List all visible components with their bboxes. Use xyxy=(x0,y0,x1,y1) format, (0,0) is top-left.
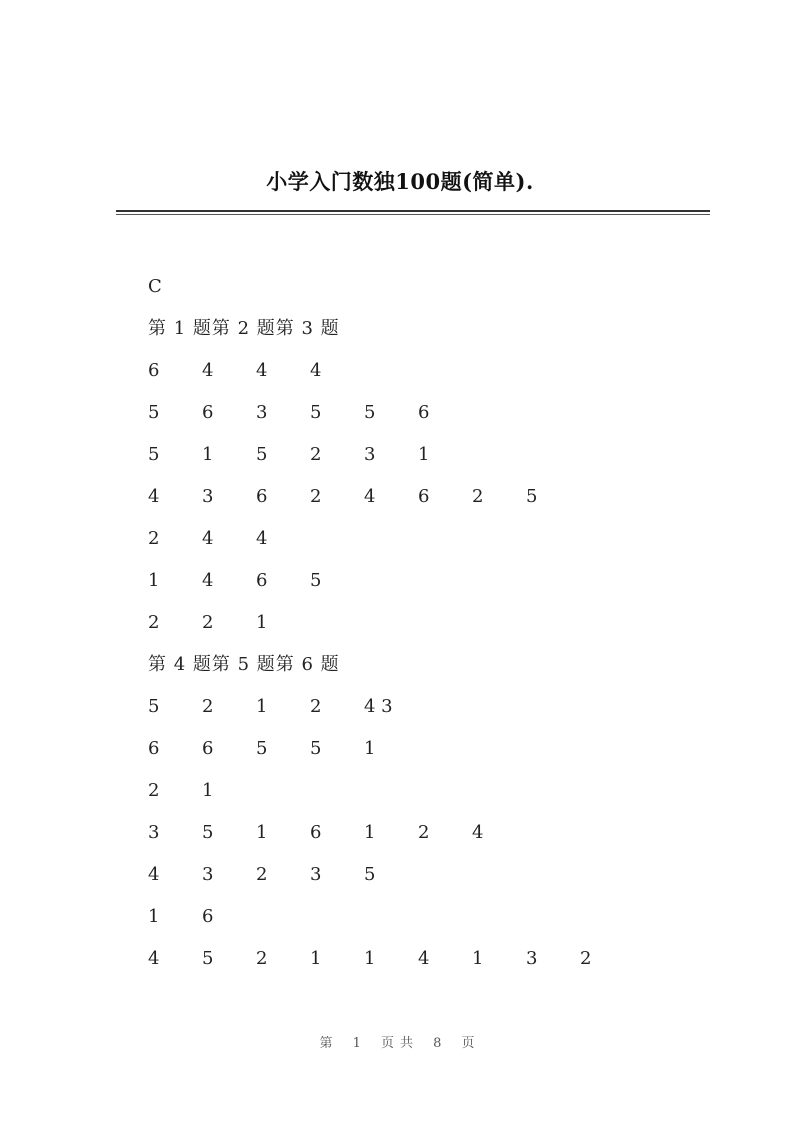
document-body xyxy=(148,266,708,980)
puzzle-group-heading: 第 4 题第 5 题第 6 题 xyxy=(148,654,340,675)
number-cell: 5 xyxy=(148,444,160,465)
number-cell: 1 xyxy=(256,696,268,717)
number-row xyxy=(148,560,708,602)
number-cell: 6 xyxy=(256,570,268,591)
number-cell: 5 xyxy=(148,696,160,717)
number-row xyxy=(148,350,708,392)
number-cell: 2 xyxy=(202,696,214,717)
number-cell: 2 xyxy=(148,612,160,633)
number-row xyxy=(148,770,708,812)
number-cell: 4 xyxy=(148,486,160,507)
number-cell: 4 xyxy=(148,864,160,885)
number-row xyxy=(148,392,708,434)
number-cell: 1 xyxy=(148,906,160,927)
number-cell: 4 xyxy=(148,948,160,969)
number-cell: 2 xyxy=(256,864,268,885)
number-cell: 4 xyxy=(418,948,430,969)
number-cell: 6 xyxy=(418,402,430,423)
number-cell: 5 xyxy=(202,822,214,843)
number-cell: 1 xyxy=(364,948,376,969)
number-cell: 5 xyxy=(148,402,160,423)
number-row xyxy=(148,434,708,476)
number-cell: 6 xyxy=(148,360,160,381)
number-cell: 2 xyxy=(148,780,160,801)
number-cell: 5 xyxy=(256,738,268,759)
page-title: 小学入门数独100题(简单). xyxy=(266,169,534,194)
puzzle-group-heading: 第 1 题第 2 题第 3 题 xyxy=(148,318,340,339)
number-row xyxy=(148,896,708,938)
number-cell: 1 xyxy=(418,444,430,465)
number-cell: 4 xyxy=(202,570,214,591)
number-cell: 3 xyxy=(148,822,160,843)
number-row xyxy=(148,938,708,980)
number-cell: 4 xyxy=(472,822,484,843)
number-row xyxy=(148,812,708,854)
number-cell: 1 xyxy=(364,822,376,843)
number-cell: 4 xyxy=(256,360,268,381)
number-row xyxy=(148,728,708,770)
number-cell: 1 xyxy=(202,444,214,465)
number-cell: 3 xyxy=(310,864,322,885)
number-cell: 1 xyxy=(364,738,376,759)
number-cell: 2 xyxy=(148,528,160,549)
number-cell: 6 xyxy=(202,738,214,759)
number-cell: 6 xyxy=(148,738,160,759)
number-row xyxy=(148,854,708,896)
number-cell: 3 xyxy=(256,402,268,423)
number-cell: 6 xyxy=(310,822,322,843)
number-cell: 1 xyxy=(256,612,268,633)
page-footer: 第 1 页共 8 页 xyxy=(319,1036,481,1051)
number-cell: 2 xyxy=(256,948,268,969)
number-cell: 1 xyxy=(472,948,484,969)
number-cell: 5 xyxy=(310,738,322,759)
number-cell: 5 xyxy=(526,486,538,507)
number-cell: 2 xyxy=(202,612,214,633)
number-cell: 5 xyxy=(310,570,322,591)
number-cell: 5 xyxy=(256,444,268,465)
text-line: C xyxy=(148,276,162,297)
number-cell: 2 xyxy=(580,948,592,969)
number-cell: 4 xyxy=(364,486,376,507)
number-cell: 2 xyxy=(310,696,322,717)
number-cell: 6 xyxy=(202,906,214,927)
number-cell: 4 xyxy=(310,360,322,381)
number-cell: 5 xyxy=(310,402,322,423)
number-cell: 4 xyxy=(256,528,268,549)
number-cell: 3 xyxy=(526,948,538,969)
title-divider-thin xyxy=(116,214,710,215)
number-cell: 6 xyxy=(418,486,430,507)
number-cell: 5 xyxy=(364,864,376,885)
number-cell: 4 xyxy=(202,360,214,381)
number-row xyxy=(148,602,708,644)
number-cell: 2 xyxy=(472,486,484,507)
number-cell: 4 3 xyxy=(364,696,393,717)
number-cell: 6 xyxy=(256,486,268,507)
number-cell: 6 xyxy=(202,402,214,423)
number-cell: 2 xyxy=(310,486,322,507)
number-row xyxy=(148,686,708,728)
number-cell: 1 xyxy=(310,948,322,969)
number-cell: 2 xyxy=(310,444,322,465)
number-cell: 5 xyxy=(202,948,214,969)
number-row xyxy=(148,518,708,560)
number-cell: 2 xyxy=(418,822,430,843)
number-cell: 3 xyxy=(364,444,376,465)
number-cell: 4 xyxy=(202,528,214,549)
number-cell: 1 xyxy=(148,570,160,591)
number-cell: 3 xyxy=(202,486,214,507)
number-cell: 1 xyxy=(256,822,268,843)
number-cell: 5 xyxy=(364,402,376,423)
title-divider xyxy=(116,210,710,212)
number-cell: 3 xyxy=(202,864,214,885)
number-cell: 1 xyxy=(202,780,214,801)
number-row xyxy=(148,476,708,518)
